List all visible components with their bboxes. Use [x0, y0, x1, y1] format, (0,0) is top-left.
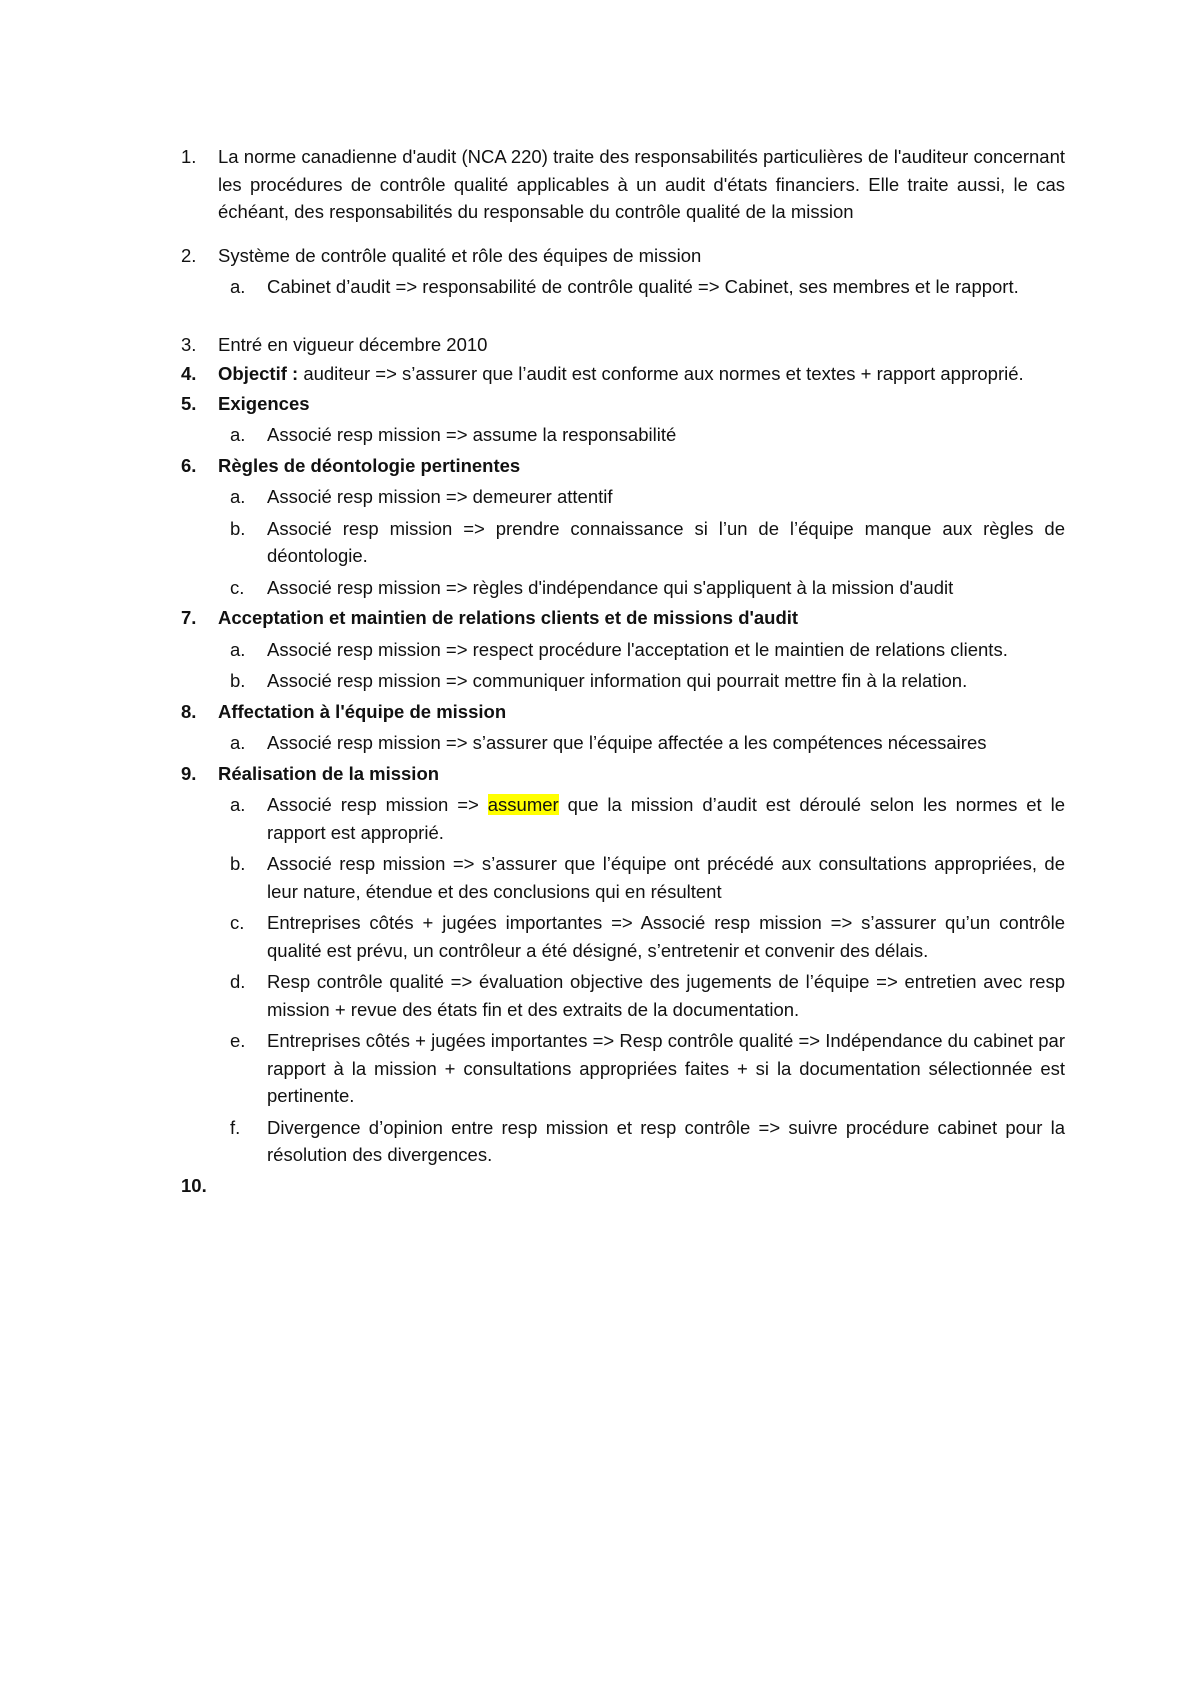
highlighted-word: assumer [487, 794, 559, 815]
list-item-text: Affectation à l'équipe de mission [218, 700, 507, 722]
sub-item-label: a. [230, 794, 246, 815]
sub-item-text: Associé resp mission => s’assurer que l’équipe affectée a les compétences nécessaires [267, 732, 987, 753]
sub-item-6b [181, 515, 1065, 570]
list-item-text: Réalisation de la mission [218, 762, 440, 784]
list-item-text: La norme canadienne d'audit (NCA 220) traite des responsabilités particulières de l'auditeur concernant les procédures de contrôle qualité applicables à un audit d'états financiers. Elle traite aussi, le cas échéant, des responsabilités du responsable du contrôle qualité de la mission [218, 146, 1065, 222]
list-item-5 [181, 390, 1065, 418]
list-number: 9. [181, 762, 197, 784]
sub-item-text-after: que la mission d’audit est déroulé selon les normes et le rapport est approprié. [267, 794, 1066, 843]
sub-item-label: b. [230, 670, 246, 691]
sub-item-2a [181, 273, 1065, 301]
list-item-text: Acceptation et maintien de relations clients et de missions d'audit [218, 607, 799, 628]
list-item-text: auditeur => s’assurer que l’audit est conforme aux normes et textes + rapport approprié. [303, 363, 1024, 384]
sub-item-label: a. [230, 638, 246, 660]
sub-item-label: a. [230, 732, 246, 753]
sub-item-label: a. [230, 486, 246, 507]
list-item-6 [181, 452, 1065, 480]
sub-item-text: Entreprises côtés + jugées importantes => Associé resp mission => s’assurer qu’un contrôle qualité est prévu, un contrôleur a été désigné, s’entretenir et convenir des délais. [267, 912, 1065, 961]
sub-item-9b [181, 850, 1065, 905]
sub-item-label: b. [230, 853, 246, 874]
list-item-text: Entré en vigueur décembre 2010 [218, 333, 488, 355]
list-number: 3. [181, 333, 197, 355]
sub-item-label: e. [230, 1030, 246, 1051]
list-item-3 [181, 331, 1065, 359]
sub-item-5a [181, 421, 1065, 449]
sub-item-9a [181, 791, 1065, 846]
list-item-10 [181, 1172, 1065, 1200]
list-item-7 [181, 604, 1065, 632]
list-number: 1. [181, 146, 197, 167]
sub-item-text: Cabinet d’audit => responsabilité de contrôle qualité => Cabinet, ses membres et le rapport. [267, 276, 1019, 297]
list-item-2 [181, 242, 1065, 270]
list-item-1 [181, 143, 1065, 226]
sub-item-label: a. [230, 424, 246, 445]
sub-item-text: Associé resp mission => règles d'indépendance qui s'appliquent à la mission d'audit [267, 576, 954, 598]
list-item-text: Exigences [218, 392, 310, 414]
list-number: 10. [181, 1174, 207, 1196]
list-number: 5. [181, 392, 197, 414]
sub-item-6c [181, 574, 1065, 602]
sub-item-text: Associé resp mission => respect procédure l'acceptation et le maintien de relations clients. [267, 638, 1008, 660]
sub-item-9d [181, 968, 1065, 1023]
list-number: 4. [181, 363, 197, 384]
sub-item-text: Associé resp mission => prendre connaissance si l’un de l’équipe manque aux règles de déontologie. [267, 517, 1065, 566]
sub-item-9e [181, 1027, 1065, 1110]
sub-item-text: Resp contrôle qualité => évaluation objective des jugements de l’équipe => entretien avec resp mission + revue des états fin et des extraits de la documentation. [267, 971, 1065, 1020]
list-number: 6. [181, 454, 197, 476]
list-item-4 [181, 360, 1065, 388]
sub-item-label: c. [230, 912, 245, 933]
sub-item-7a [181, 636, 1065, 664]
sub-item-9f [181, 1114, 1065, 1169]
sub-item-7b [181, 667, 1065, 695]
list-item-9 [181, 760, 1065, 788]
sub-item-text [230, 791, 1065, 846]
sub-item-8a [181, 729, 1065, 757]
list-item-text [218, 1172, 1065, 1200]
sub-item-text: Associé resp mission => demeurer attentif [267, 486, 613, 507]
list-item-8 [181, 698, 1065, 726]
sub-item-text: Associé resp mission => communiquer information qui pourrait mettre fin à la relation. [267, 670, 968, 691]
list-number: 7. [181, 607, 197, 628]
sub-item-label: a. [230, 276, 246, 297]
list-item-text: Système de contrôle qualité et rôle des équipes de mission [218, 244, 702, 266]
list-number: 2. [181, 244, 197, 266]
sub-item-text: Entreprises côtés + jugées importantes => Resp contrôle qualité => Indépendance du cabinet par rapport à la mission + consultations appropriées faites + si la documentation sélectionnée est pertinente. [267, 1030, 1065, 1106]
sub-item-label: c. [230, 576, 245, 598]
list-item-heading: Objectif : [218, 363, 299, 384]
list-number: 8. [181, 700, 197, 722]
document-body [181, 143, 1065, 1199]
sub-item-label: b. [230, 517, 246, 539]
list-item-text: Règles de déontologie pertinentes [218, 454, 521, 476]
sub-item-9c [181, 909, 1065, 964]
sub-item-text: Associé resp mission => s’assurer que l’équipe ont précédé aux consultations appropriées, de leur nature, étendue et des conclusions qui en résultent [267, 853, 1065, 902]
sub-item-text: Associé resp mission => assume la responsabilité [267, 424, 677, 445]
sub-item-6a [181, 483, 1065, 511]
sub-item-text: Divergence d’opinion entre resp mission et resp contrôle => suivre procédure cabinet pour la résolution des divergences. [267, 1116, 1065, 1165]
sub-item-label: f. [230, 1116, 241, 1138]
sub-item-label: d. [230, 971, 246, 992]
sub-item-text-before: Associé resp mission => [267, 794, 479, 815]
